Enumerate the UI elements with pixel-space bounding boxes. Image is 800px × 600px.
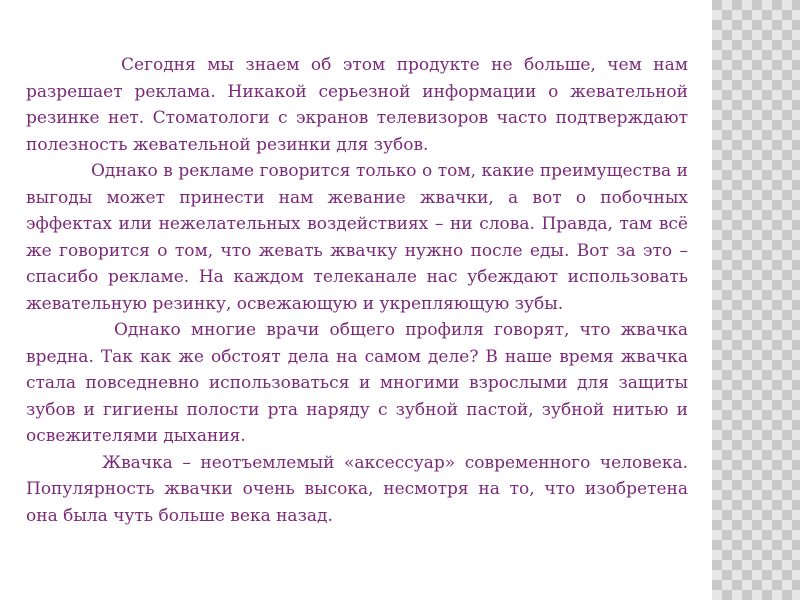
paragraph-1: Сегодня мы знаем об этом продукте не больше, чем нам разрешает реклама. Никакой серьезной информации о жевательной резинке нет. Стоматологи с экранов телевизоров часто подтверждают полезность жевательной резинки для зубов. <box>26 55 688 155</box>
body-text-block <box>26 52 688 529</box>
paragraph-2: Однако в рекламе говорится только о том, какие преимущества и выгоды может принести нам жевание жвачки, а вот о побочных эффектах или нежелательных воздействиях – ни слова. Правда, там всё же говорится о том, что жевать жвачку нужно после еды. Вот за это – спасибо рекламе. На каждом телеканале нас убеждают использовать жевательную резинку, освежающую и укрепляющую зубы. <box>26 161 688 314</box>
decorative-side-panel <box>712 0 800 600</box>
paragraph-4: Жвачка – неотъемлемый «аксессуар» современного человека. Популярность жвачки очень высока, несмотря на то, что изобретена она была чуть больше века назад. <box>26 452 688 526</box>
paragraph-3: Однако многие врачи общего профиля говорят, что жвачка вредна. Так как же обстоят дела на самом деле? В наше время жвачка стала повседневно использоваться и многими взрослыми для защиты зубов и гигиены полости рта наряду с зубной пастой, зубной нитью и освежителями дыхания. <box>26 320 688 446</box>
